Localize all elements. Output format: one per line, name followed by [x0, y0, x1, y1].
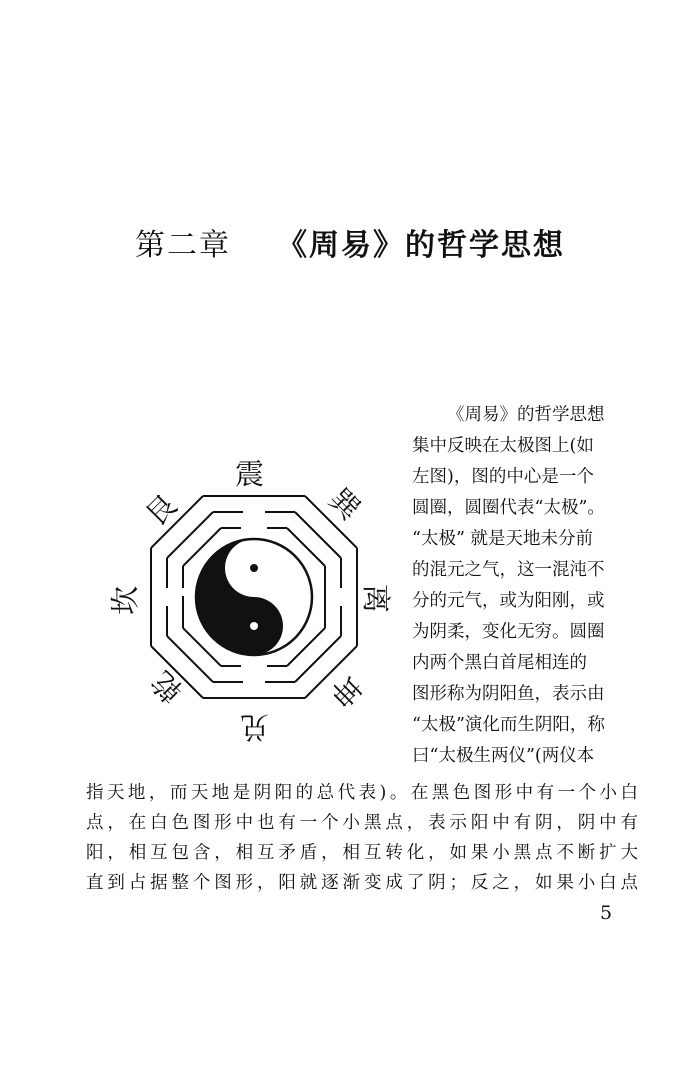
- yin-dot: [250, 564, 258, 572]
- side-line: “太极” 就是天地未分前: [412, 529, 593, 549]
- chapter-title: [0, 220, 700, 264]
- side-line: 集中反映在太极图上(如: [412, 436, 594, 456]
- side-line: 圆圈，圆圈代表“太极”。: [412, 498, 605, 518]
- body-paragraph: [86, 778, 638, 898]
- side-line: “太极”演化而生阴阳，称: [412, 715, 605, 735]
- taiji-bagua-diagram: [95, 450, 415, 760]
- side-line: 的混元之气，这一混沌不: [412, 560, 605, 580]
- body-line: 指天地，而天地是阴阳的总代表)。在黑色图形中有一个小白: [86, 783, 638, 803]
- side-line: 曰“太极生两仪”(两仪本: [412, 746, 595, 766]
- yang-dot: [250, 622, 258, 630]
- trigram-xun: 巽: [322, 481, 368, 527]
- trigram-qian: 乾: [144, 664, 190, 710]
- trigram-dui: 兑: [240, 710, 270, 744]
- side-line: 内两个黑白首尾相连的: [412, 653, 587, 673]
- side-line: 《周易》的哲学思想: [447, 405, 605, 425]
- chapter-number: 第二章: [135, 228, 231, 263]
- body-line: 阳，相互包含，相互矛盾，相互转化，如果小黑点不断扩大: [86, 843, 638, 863]
- trigram-kan: 坎: [108, 585, 143, 616]
- trigram-li: 离: [359, 583, 394, 614]
- chapter-name: 《周易》的哲学思想: [277, 228, 565, 263]
- body-line: 点，在白色图形中也有一个小黑点，表示阳中有阴，阴中有: [86, 813, 638, 833]
- trigram-kun: 坤: [323, 668, 369, 714]
- side-paragraph: [412, 400, 637, 772]
- side-line: 左图)，图的中心是一个: [412, 467, 594, 487]
- side-line: 为阴柔，变化无穷。圆圈: [412, 622, 605, 642]
- trigram-gen: 艮: [138, 487, 184, 533]
- page-number: 5: [600, 902, 613, 924]
- side-line: 分的元气，或为阳刚，或: [412, 591, 605, 611]
- trigram-zhen: 震: [235, 457, 265, 491]
- yin-yang-symbol: [196, 539, 312, 655]
- side-line: 图形称为阴阳鱼，表示由: [412, 684, 605, 704]
- body-line: 直到占据整个图形，阳就逐渐变成了阴；反之，如果小白点: [86, 873, 638, 893]
